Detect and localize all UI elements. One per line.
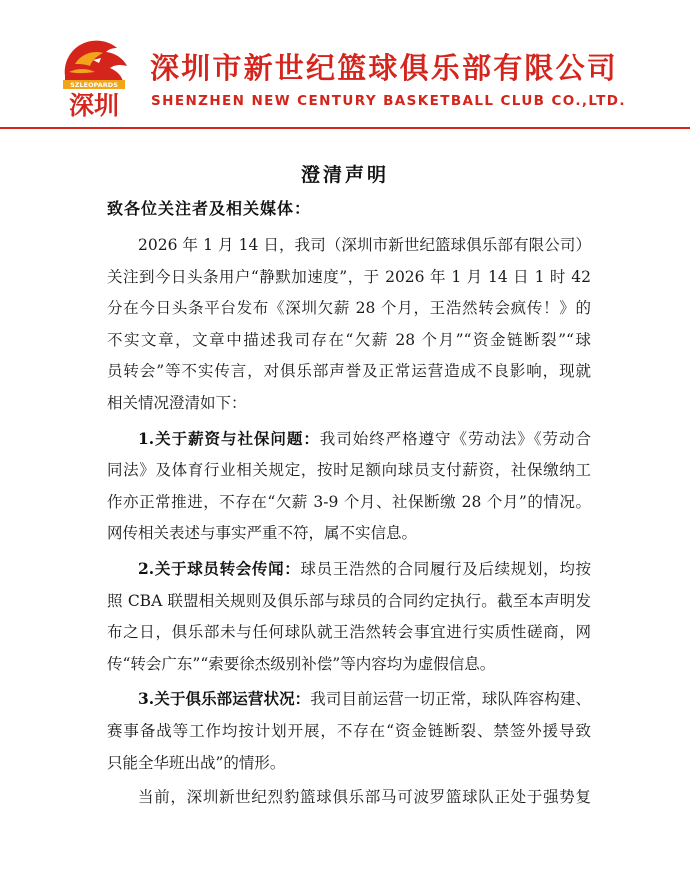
company-name-cn: 深圳市新世纪篮球俱乐部有限公司	[150, 51, 619, 85]
section-1-line: 同法》及体育行业相关规定，按时足额向球员支付薪资，社保缴纳工	[107, 461, 591, 480]
section-3-line: 赛事备战等工作均按计划开展，不存在“资金链断裂、禁签外援导致	[107, 721, 591, 740]
salutation: 致各位关注者及相关媒体：	[107, 199, 312, 218]
intro-line: 关注到今日头条用户“静默加速度”，于 2026 年 1 月 14 日 1 时 42	[107, 267, 591, 286]
closing-line: 当前，深圳新世纪烈豹篮球俱乐部马可波罗篮球队正处于强势复	[138, 788, 591, 807]
document-body	[107, 230, 591, 814]
section-1-heading: 1.关于薪资与社保问题：	[138, 428, 320, 448]
header-divider	[0, 127, 690, 129]
intro-line: 相关情况澄清如下：	[107, 393, 247, 412]
club-logo	[57, 36, 133, 118]
section-2-text: 球员王浩然的合同履行及后续规划，均按	[300, 559, 591, 578]
section-3-line: 只能全华班出战”的情形。	[107, 753, 286, 772]
section-3-first-line	[107, 683, 591, 716]
section-2-line: 照 CBA 联盟相关规则及俱乐部与球员的合同约定执行。截至本声明发	[107, 591, 591, 610]
section-1-line: 作亦正常推进，不存在“欠薪 3-9 个月、社保断缴 28 个月”的情况。	[107, 492, 591, 511]
section-3-heading: 3.关于俱乐部运营状况：	[138, 689, 311, 709]
section-2-heading: 2.关于球员转会传闻：	[138, 558, 301, 578]
logo-small-text: SZLEOPARDS	[70, 81, 118, 89]
intro-line: 员转会”等不实传言，对俱乐部声誉及正常运营造成不良影响，现就	[107, 362, 591, 381]
logo-city-text: 深圳	[68, 91, 120, 118]
section-2-first-line	[107, 553, 591, 586]
section-3-text: 我司目前运营一切正常，球队阵容构建、	[310, 690, 591, 709]
intro-line: 2026 年 1 月 14 日，我司（深圳市新世纪篮球俱乐部有限公司）	[138, 236, 591, 254]
document-title: 澄清声明	[300, 164, 389, 186]
section-2-line: 传“转会广东”“索要徐杰级别补偿”等内容均为虚假信息。	[107, 654, 496, 673]
intro-line: 分在今日头条平台发布《深圳欠薪 28 个月，王浩然转会疯传！》的	[107, 299, 591, 318]
intro-line: 不实文章，文章中描述我司存在“欠薪 28 个月”“资金链断裂”“球	[107, 330, 591, 349]
section-1-text: 我司始终严格遵守《劳动法》《劳动合	[319, 429, 591, 448]
section-1-first-line	[107, 423, 591, 456]
section-2-line: 布之日，俱乐部未与任何球队就王浩然转会事宜进行实质性磋商，网	[107, 623, 591, 642]
company-name-en: SHENZHEN NEW CENTURY BASKETBALL CLUB CO.,LTD.	[151, 93, 626, 109]
section-1-line: 网传相关表述与事实严重不符，属不实信息。	[107, 524, 418, 543]
